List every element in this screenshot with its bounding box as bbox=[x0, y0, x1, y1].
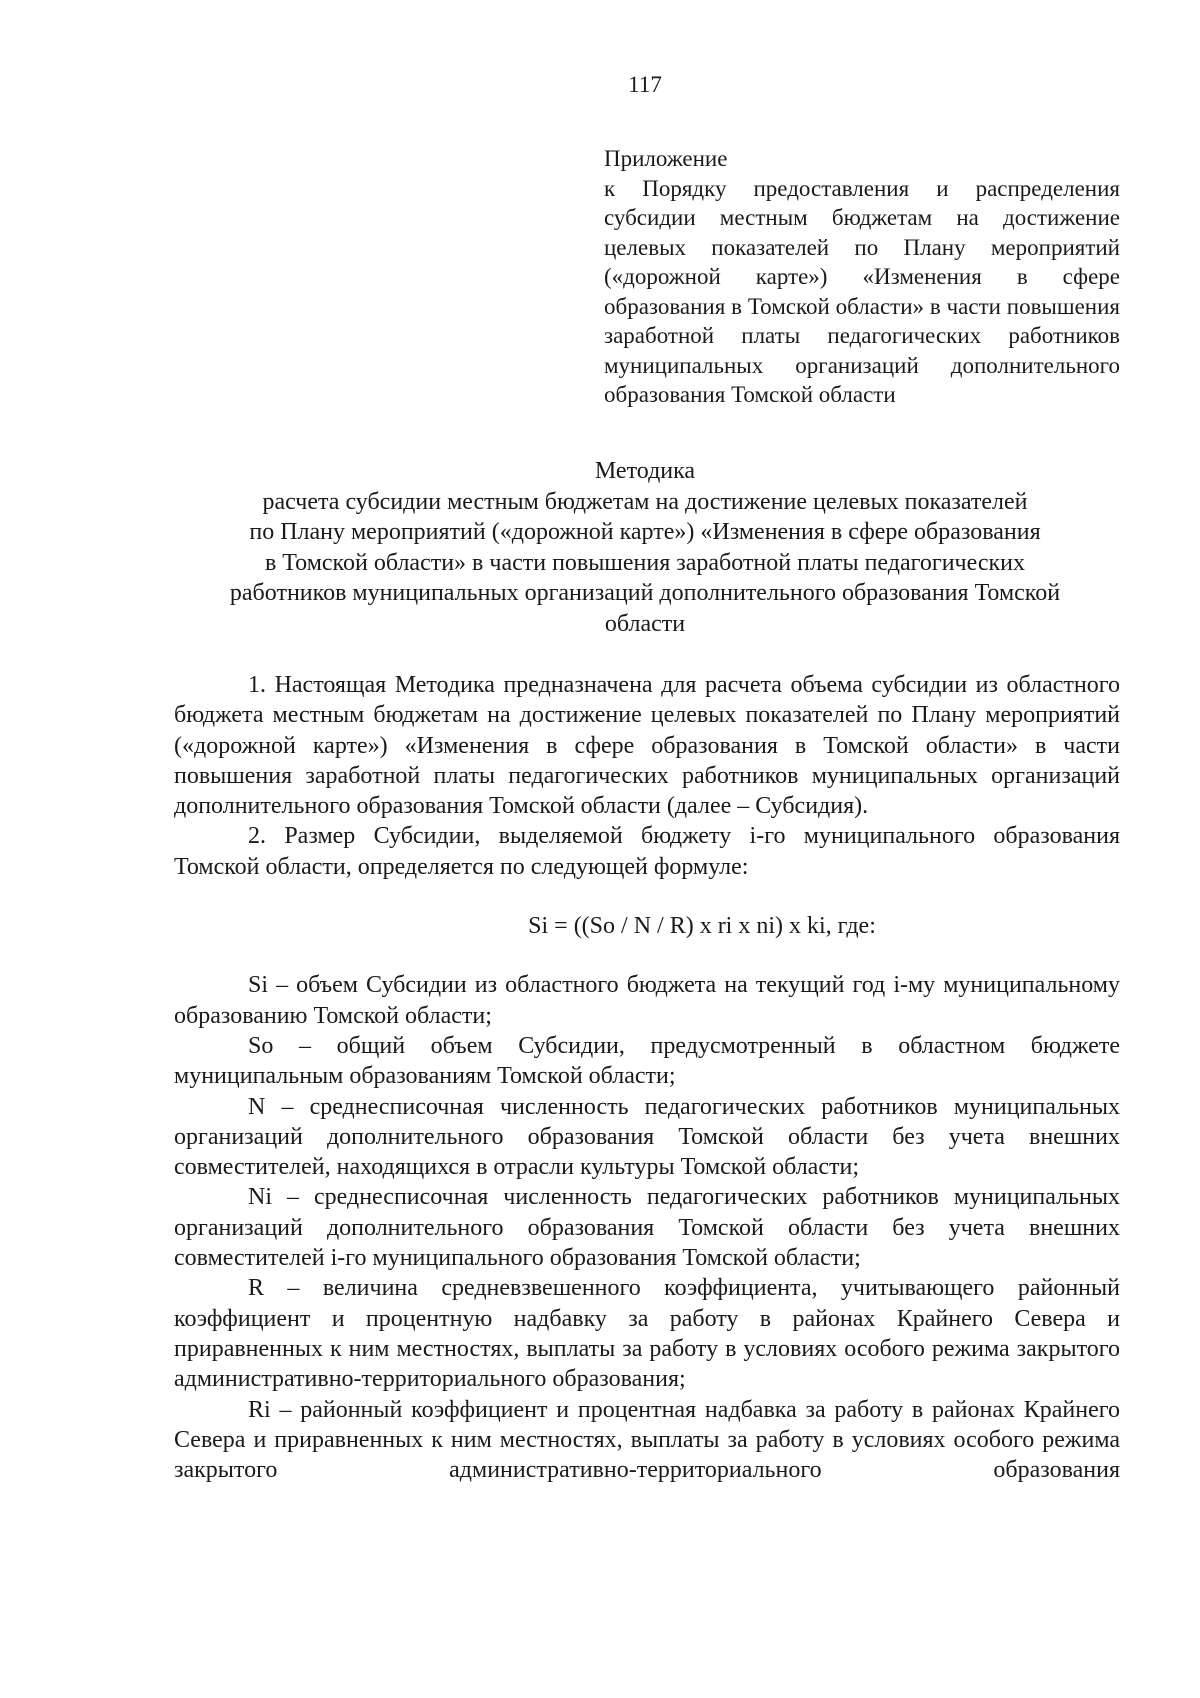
definition-so: So – общий объем Субсидии, предусмотренный в областном бюджете муниципальным образованиям Томской области; bbox=[174, 1032, 1120, 1090]
definition-n: N – среднесписочная численность педагогических работников муниципальных организаций дополнительного образования Томской области без учета внешних совместителей, находящихся в отрасли культуры Томской области; bbox=[174, 1093, 1120, 1181]
heading-line-2: расчета субсидии местным бюджетам на достижение целевых показателей bbox=[262, 488, 1028, 515]
definition-r: R – величина средневзвешенного коэффициента, учитывающего районный коэффициент и процентную надбавку за работу в районах Крайнего Севера и приравненных к ним местностях, выплаты за работу в условиях особого режима закрытого административно-территориального образования; bbox=[174, 1275, 1120, 1393]
heading-line-3: по Плану мероприятий («дорожной карте») «Изменения в сфере образования bbox=[249, 519, 1041, 545]
appendix-title: Приложение bbox=[604, 146, 728, 171]
definition-ni: Ni – среднесписочная численность педагогических работников муниципальных организаций дополнительного образования Томской области без учета внешних совместителей i-го муниципального образования Томской области; bbox=[174, 1184, 1120, 1272]
paragraph-1: 1. Настоящая Методика предназначена для расчета объема субсидии из областного бюджета местным бюджетам на достижение целевых показателей по Плану мероприятий («дорожной карте») «Изменения в сфере образования в Томской области» в части повышения заработной платы педагогических работников муниципальных организаций дополнительного образования Томской области (далее – Субсидия). bbox=[174, 672, 1120, 820]
methodology-heading bbox=[170, 456, 1120, 639]
page-number: 117 bbox=[628, 72, 662, 97]
definition-ri: Ri – районный коэффициент и процентная надбавка за работу в районах Крайнего Севера и приравненных к ним местностях, выплаты за работу в условиях особого режима закрытого административно-территориального образования bbox=[174, 1396, 1120, 1484]
definition-si: Si – объем Субсидии из областного бюджета на текущий год i-му муниципальному образованию Томской области; bbox=[174, 972, 1120, 1029]
subsidy-formula: Si = ((So / N / R) x ri x ni) x ki, где: bbox=[528, 913, 876, 940]
appendix-text: к Порядку предоставления и распределения субсидии местным бюджетам на достижение целевых показателей по Плану мероприятий («дорожной карте») «Изменения в сфере образования в Томской области» в части повышения заработной платы педагогических работников муниципальных организаций дополнительного образования Томской области bbox=[604, 175, 1120, 407]
heading-line-4: в Томской области» в части повышения заработной платы педагогических bbox=[264, 549, 1026, 576]
paragraph-2: 2. Размер Субсидии, выделяемой бюджету i-го муниципального образования Томской области, определяется по следующей формуле: bbox=[174, 823, 1120, 880]
document-body bbox=[174, 670, 1120, 1485]
heading-line-1: Методика bbox=[594, 458, 696, 484]
heading-line-6: области bbox=[604, 610, 686, 637]
appendix-block bbox=[604, 144, 1120, 410]
heading-line-5: работников муниципальных организаций дополнительного образования Томской bbox=[229, 580, 1061, 606]
